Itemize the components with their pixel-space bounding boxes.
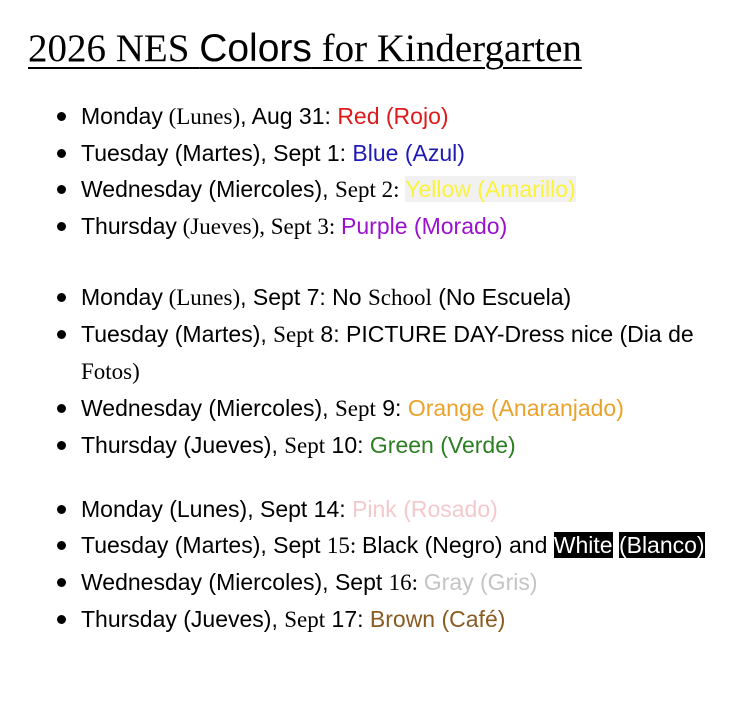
list-item-sept-16 [0, 564, 746, 601]
color-label-gray: Gray (Gris) [423, 569, 538, 595]
spanish-day-label: (Lunes) [162, 104, 241, 129]
list-item-sept-17 [0, 601, 746, 638]
color-label-blanco: (Blanco) [618, 532, 705, 558]
color-label-brown: Brown (Café) [369, 606, 506, 632]
spanish-day-label: (Jueves), Sept 3: [176, 214, 342, 239]
date-label: Sept [284, 607, 326, 632]
color-label-white: White [553, 532, 613, 558]
list-item-sept-9 [0, 390, 746, 427]
day-label: Monday (Lunes), Sept 14: [81, 496, 353, 522]
no-school-label: (No Escuela) [431, 284, 572, 310]
school-label: School [367, 285, 432, 310]
date-number: 10: [325, 432, 370, 458]
list-item-sept-1 [0, 135, 746, 171]
list-item-aug-31 [0, 98, 746, 135]
list-item-sept-7 [0, 279, 746, 316]
color-label-orange: Orange (Anaranjado) [407, 395, 624, 421]
week-2-list [0, 279, 746, 464]
list-item-sept-8 [0, 316, 746, 390]
date-label: Sept 2: [334, 177, 406, 202]
list-item-sept-15 [0, 527, 746, 564]
title-part-grade: for Kindergarten [311, 27, 582, 70]
day-label: Wednesday (Miercoles), [81, 176, 335, 202]
date-number: 16: [388, 570, 424, 595]
list-item-sept-14 [0, 491, 746, 527]
date-label: , Aug 31 [240, 103, 325, 129]
day-label: Tuesday (Martes), Sept 1: [81, 140, 353, 166]
list-item-sept-10 [0, 427, 746, 464]
day-label: Wednesday (Miercoles), Sept [81, 569, 389, 595]
list-item-sept-3 [0, 208, 746, 245]
week-1-list [0, 98, 746, 245]
date-number: 17: [325, 606, 370, 632]
date-label: Sept [284, 433, 326, 458]
list-item-sept-2 [0, 171, 746, 208]
date-number: 9: [375, 395, 408, 421]
fotos-label: Fotos) [81, 359, 140, 384]
spanish-day-label: (Lunes) [162, 285, 241, 310]
color-label-green: Green (Verde) [369, 432, 516, 458]
date-label: Sept [334, 396, 376, 421]
title-part-colors: Colors [199, 27, 312, 70]
color-label-yellow: Yellow (Amarillo) [405, 176, 576, 202]
day-label: Thursday [81, 213, 177, 239]
separator: : [324, 103, 338, 129]
picture-day-label: 8: PICTURE DAY-Dress nice (Dia de [314, 321, 694, 347]
date-label: , Sept 7: No [240, 284, 368, 310]
color-label-red: Red (Rojo) [337, 103, 449, 129]
title-part-year: 2026 NES [28, 27, 200, 70]
date-label: Sept [273, 322, 315, 347]
week-3-list [0, 491, 746, 638]
color-label-black: Black (Negro) and [362, 532, 554, 558]
page-title [28, 26, 582, 71]
day-label: Thursday (Jueves), [81, 606, 285, 632]
day-label: Thursday (Jueves), [81, 432, 285, 458]
color-label-purple: Purple (Morado) [341, 213, 508, 239]
day-label: Wednesday (Miercoles), [81, 395, 335, 421]
color-label-blue: Blue (Azul) [352, 140, 465, 166]
day-label: Monday [81, 103, 163, 129]
color-label-pink: Pink (Rosado) [352, 496, 498, 522]
day-label: Monday [81, 284, 163, 310]
day-label: Tuesday (Martes), Sept [81, 532, 327, 558]
date-number: 15: [326, 533, 362, 558]
day-label: Tuesday (Martes), [81, 321, 274, 347]
